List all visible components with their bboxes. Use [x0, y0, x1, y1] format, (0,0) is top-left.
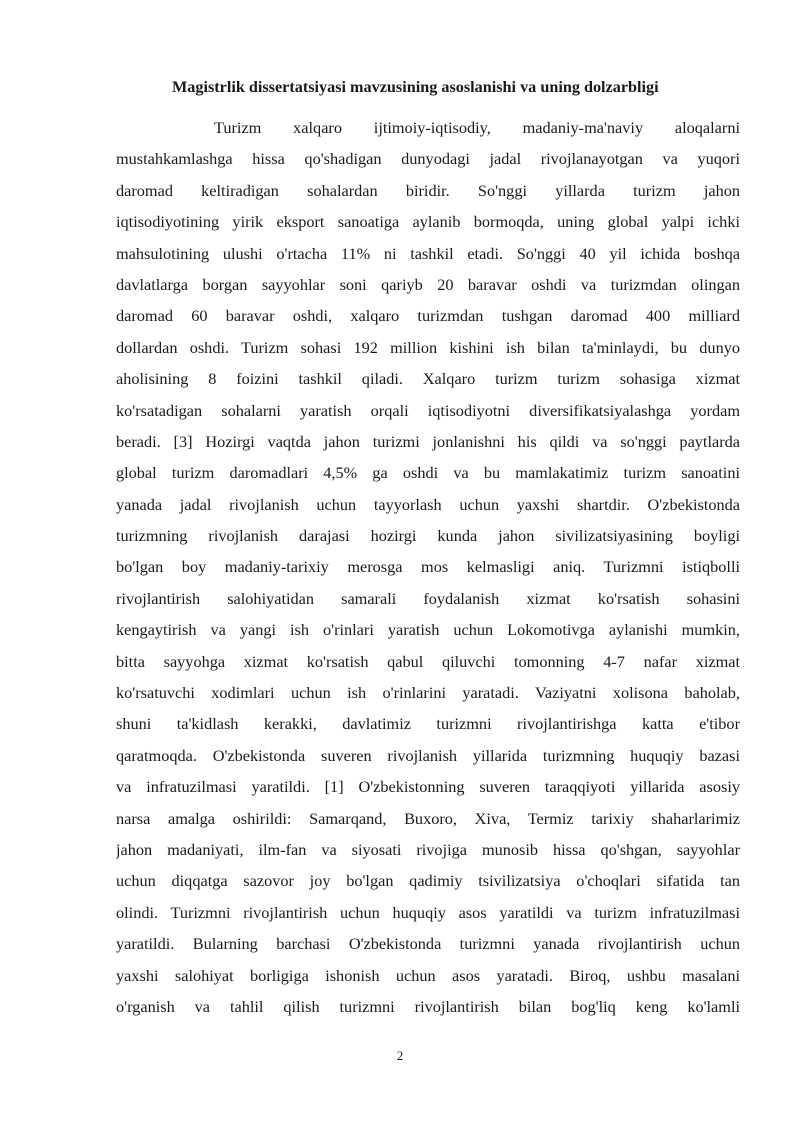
text-line: jahon madaniyati, ilm-fan va siyosati rivojiga munosib hissa qo'shgan, sayyohlar — [116, 839, 740, 859]
text-line: olindi. Turizmni rivojlantirish uchun huquqiy asos yaratildi va turizm infratuzilmasi — [116, 902, 740, 922]
text-line: yaratildi. Bularning barchasi O'zbekistonda turizmni yanada rivojlantirish uchun — [116, 934, 740, 954]
page-number: 2 — [396, 1048, 404, 1063]
text-line: yaxshi salohiyat borligiga ishonish uchun asos yaratadi. Biroq, ushbu masalani — [116, 965, 740, 985]
text-line: Turizm xalqaro ijtimoiy-iqtisodiy, madaniy-ma'naviy aloqalarni — [214, 118, 740, 137]
body-paragraph — [116, 112, 740, 1022]
text-line: mustahkamlashga hissa qo'shadigan dunyodagi jadal rivojlanayotgan va yuqori — [116, 149, 740, 169]
text-line: beradi. [3] Hozirgi vaqtda jahon turizmi jonlanishni his qildi va so'nggi paytlarda — [116, 431, 740, 451]
text-line: rivojlantirish salohiyatidan samarali foydalanish xizmat ko'rsatish sohasini — [116, 588, 740, 608]
text-line: narsa amalga oshirildi: Samarqand, Buxoro, Xiva, Termiz tarixiy shaharlarimiz — [116, 808, 740, 828]
section-heading: Magistrlik dissertatsiyasi mavzusining asoslanishi va uning dolzarbligi — [172, 78, 659, 96]
text-line: va infratuzilmasi yaratildi. [1] O'zbekistonning suveren taraqqiyoti yillarida asosiy — [116, 777, 740, 797]
text-line: ko'rsatuvchi xodimlari uchun ish o'rinlarini yaratadi. Vaziyatni xolisona baholab, — [116, 683, 740, 703]
text-line: mahsulotining ulushi o'rtacha 11% ni tashkil etadi. So'nggi 40 yil ichida boshqa — [116, 243, 740, 263]
text-line: qaratmoqda. O'zbekistonda suveren rivojlanish yillarida turizmning huquqiy bazasi — [116, 745, 740, 765]
text-line: davlatlarga borgan sayyohlar soni qariyb 20 baravar oshdi va turizmdan olingan — [116, 274, 740, 294]
text-line: dollardan oshdi. Turizm sohasi 192 million kishini ish bilan ta'minlaydi, bu dunyo — [116, 337, 740, 357]
text-line: iqtisodiyotining yirik eksport sanoatiga aylanib bormoqda, uning global yalpi ichki — [116, 212, 740, 232]
text-line: global turizm daromadlari 4,5% ga oshdi va bu mamlakatimiz turizm sanoatini — [116, 463, 740, 483]
text-line: shuni ta'kidlash kerakki, davlatimiz turizmni rivojlantirishga katta e'tibor — [116, 714, 740, 734]
text-line: turizmning rivojlanish darajasi hozirgi kunda jahon sivilizatsiyasining boyligi — [116, 526, 740, 546]
text-line: daromad 60 baravar oshdi, xalqaro turizmdan tushgan daromad 400 milliard — [116, 306, 740, 326]
text-line: bo'lgan boy madaniy-tarixiy merosga mos kelmasligi aniq. Turizmni istiqbolli — [116, 557, 740, 577]
text-line: ko'rsatadigan sohalarni yaratish orqali iqtisodiyotni diversifikatsiyalashga yordam — [116, 400, 740, 420]
text-line: bitta sayyohga xizmat ko'rsatish qabul qiluvchi tomonning 4-7 nafar xizmat — [116, 651, 740, 671]
text-line: yanada jadal rivojlanish uchun tayyorlash uchun yaxshi shartdir. O'zbekistonda — [116, 494, 740, 514]
text-line: kengaytirish va yangi ish o'rinlari yaratish uchun Lokomotivga aylanishi mumkin, — [116, 620, 740, 640]
text-line: o'rganish va tahlil qilish turizmni rivojlantirish bilan bog'liq keng ko'lamli — [116, 996, 740, 1016]
text-line: aholisining 8 foizini tashkil qiladi. Xalqaro turizm turizm sohasiga xizmat — [116, 369, 740, 389]
text-line: uchun diqqatga sazovor joy bo'lgan qadimiy tsivilizatsiya o'choqlari sifatida tan — [116, 871, 740, 891]
text-line: daromad keltiradigan sohalardan biridir. So'nggi yillarda turizm jahon — [116, 180, 740, 200]
